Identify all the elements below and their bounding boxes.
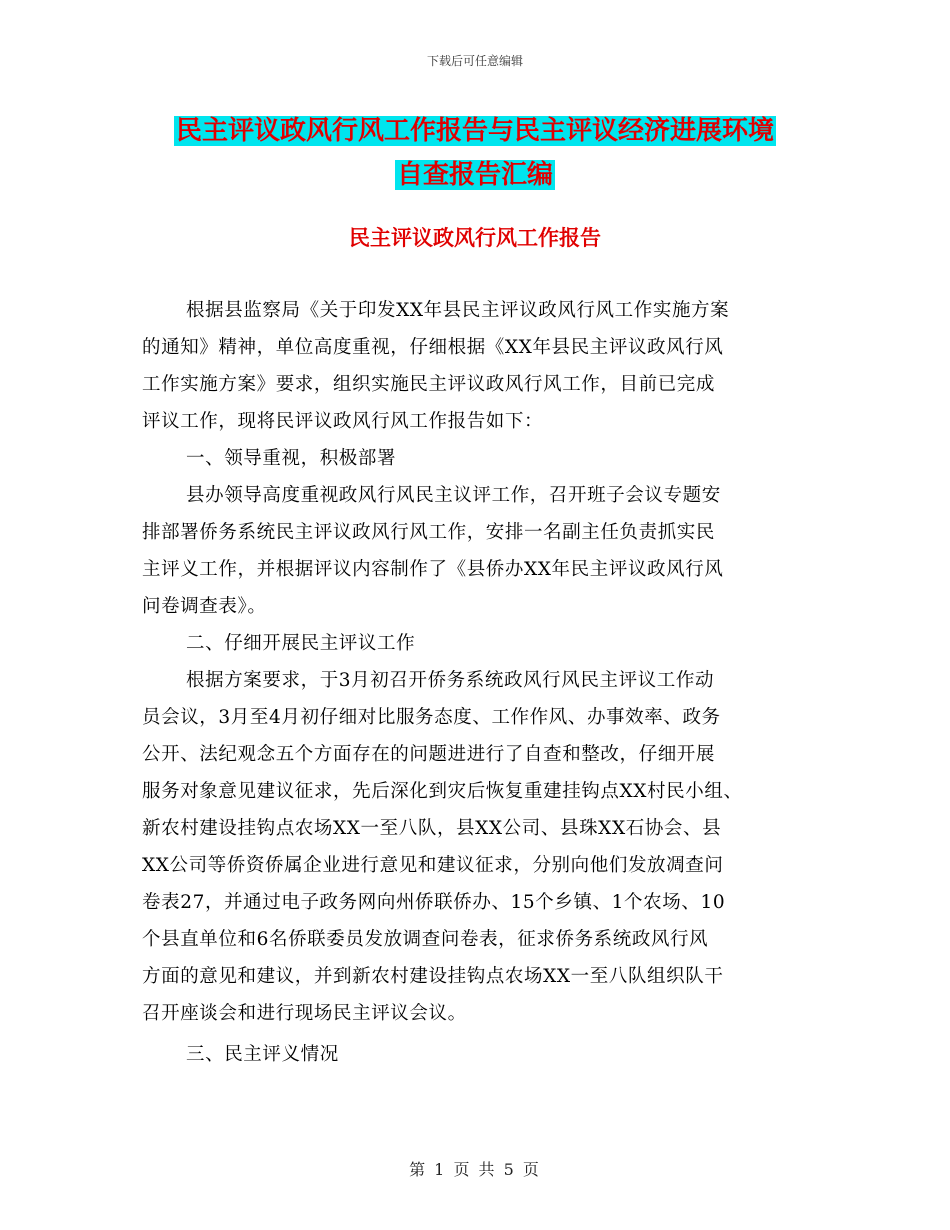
title-highlight-2: 自查报告汇编 [396,160,553,190]
paragraph-line: 个县直单位和6名侨联委员发放调查问卷表，征求侨务系统政风行风 [142,929,709,950]
paragraph-line: 问卷调查表》。 [142,596,267,617]
document-title-line-2 [140,152,810,198]
paragraph-line: 根据县监察局《关于印发XX年县民主评议政风行风工作实施方案 [186,300,730,321]
section-heading-2: 二、仔细开展民主评议工作 [186,633,416,654]
paragraph-line: 服务对象意见建议征求，先后深化到灾后恢复重建挂钩点XX村民小组、 [142,781,743,802]
paragraph-line: 新农村建设挂钩点农场XX一至八队，县XX公司、县珠XX石协会、县 [142,818,722,839]
page-footer: 第 1 页 共 5 页 [409,1160,541,1179]
paragraph-line: 根据方案要求，于3月初召开侨务系统政风行风民主评议工作动 [186,670,715,691]
document-title-line-1 [140,108,810,154]
section-title: 民主评议政风行风工作报告 [349,225,601,250]
paragraph-line: 召开座谈会和进行现场民主评议会议。 [142,1003,467,1024]
paragraph-line: 员会议，3月至4月初仔细对比服务态度、工作作风、办事效率、政务 [142,707,721,728]
paragraph-line: XX公司等侨资侨属企业进行意见和建议征求，分别向他们发放凋查问 [142,855,724,876]
title-highlight-1: 民主评议政风行风工作报告与民主评议经济进展环境 [175,116,774,146]
paragraph-line: 评议工作，现将民评议政风行风工作报告如下： [142,411,544,432]
paragraph-line: 县办领导高度重视政风行风民主议评工作，召开班子会议专题安 [186,485,721,506]
paragraph-line: 排部署侨务系统民主评议政风行风工作，安排一名副主任负责抓实民 [142,522,716,543]
paragraph-line: 公开、法纪观念五个方面存在的问题进进行了自查和整改，仔细开展 [142,744,716,765]
paragraph-line: 方面的意见和建议，并到新农村建设挂钩点农场XX一至八队组织队干 [142,966,724,987]
header-note: 下载后可任意编辑 [426,54,523,68]
paragraph-line: 卷表27，并通过电子政务网向州侨联侨办、15个乡镇、1个农场、10 [142,892,726,913]
section-heading-3: 三、民主评义情况 [186,1044,339,1065]
paragraph-line: 工作实施方案》要求，组织实施民主评议政风行风工作，目前已完成 [142,374,716,395]
paragraph-line: 的通知》精神，单位高度重视，仔细根据《XX年县民主评议政风行风 [142,337,724,358]
section-heading-1: 一、领导重视，积极部署 [186,448,397,469]
paragraph-line: 主评义工作，并根据评议内容制作了《县侨办XX年民主评议政风行风 [142,559,724,580]
